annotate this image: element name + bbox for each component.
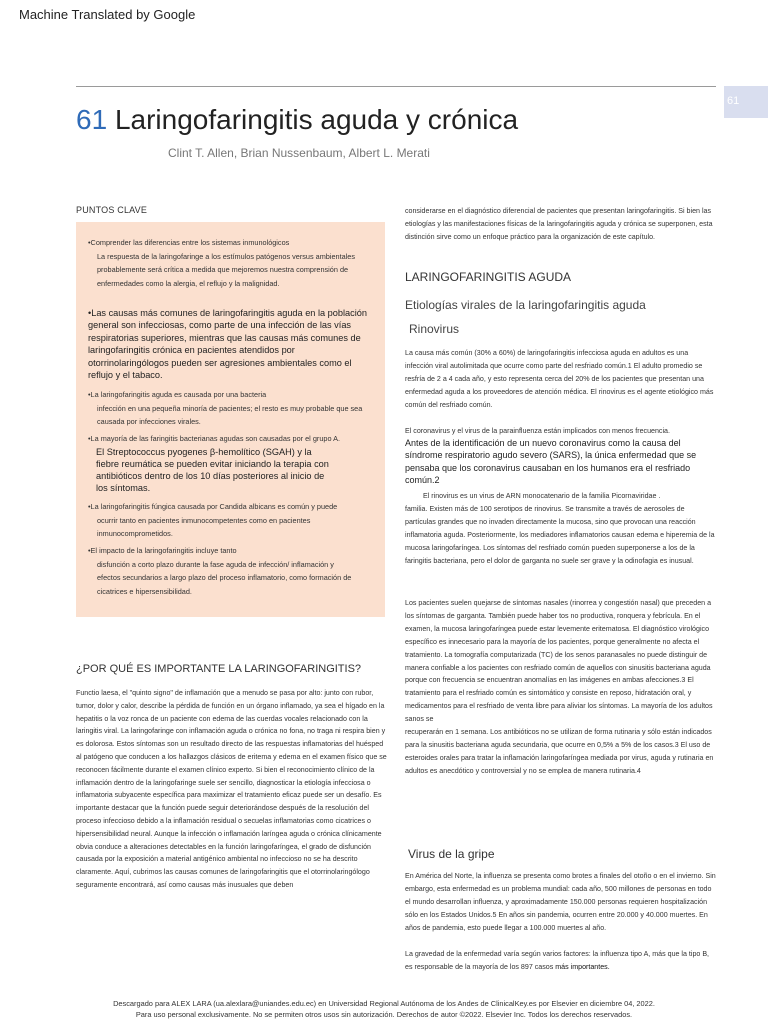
- chapter-authors: Clint T. Allen, Brian Nussenbaum, Albert L. Merati: [168, 146, 430, 160]
- flu-paragraph-1: En América del Norte, la influenza se presenta como brotes a finales del otoño o en el invierno. Sin embargo, esta enfermedad es un problema mundial: cada año, 500 millones de personas en todo el mundo desarrollan influenza, y aproximadamente 150.000 personas requieren hospitalización sólo en los Estados Unidos.5 En años sin pandemia, ocurren entre 20.000 y 40.000 muertes. En años de pandemia, esto puede llegar a 100.000 muertes al año.: [405, 872, 716, 932]
- header-rule: [76, 86, 716, 87]
- footer-line-1: Descargado para ALEX LARA (ua.alexlara@uniandes.edu.ec) en Universidad Regional Autónoma de los Andes de ClinicalKey.es por Elsevier en diciembre 04, 2022.: [113, 999, 655, 1008]
- chapter-title-text: Laringofaringitis aguda y crónica: [114, 104, 519, 135]
- key-point-3-lead: •La laringofaringitis aguda es causada por una bacteria: [88, 390, 267, 399]
- rhinovirus-paragraph-3: familia. Existen más de 100 serotipos de rinovirus. Se transmite a través de aerosoles de partículas grandes que no invaden directamente la mucosa, sino que provocan una reacción inflamatoria aguda. Posteriormente, los mediadores inflamatorios causan edema e hiperemia de la mucosa laringofaríngea. Los síntomas del resfriado común pueden superponerse a los de la faringitis bacteriana, pero el dolor de garganta no suele ser grave y la odinofagia es inusual.: [405, 505, 715, 565]
- rhinovirus-paragraph-2-small: El coronavirus y el virus de la parainfluenza están implicados con menos frecuencia.: [405, 427, 670, 435]
- key-point-3: [88, 388, 378, 429]
- key-point-5: [88, 500, 378, 541]
- rhinovirus-paragraph-2: Antes de la identificación de un nuevo coronavirus como la causa del síndrome respiratorio agudo severo (SARS), la única enfermedad que se pensaba que los coronavirus causaban en los humanos era el resfriado común.2: [405, 438, 697, 485]
- chapter-side-tab-number: 61: [727, 95, 740, 107]
- key-point-2-text: •Las causas más comunes de laringofaringitis aguda en la población general son infecciosas, como parte de una infección de las vías respiratorias superiores, mientras que las causas más comunes de laringofaringitis crónica en pacientes atendidos por otorrinolaringólogos pueden ser agresiones ambientales como el reflujo y el tabaco.: [88, 308, 368, 381]
- rhinovirus-paragraph-3-lead: El rinovirus es un virus de ARN monocatenario de la familia Picornaviridae .: [423, 492, 661, 500]
- why-important-heading: ¿POR QUÉ ES IMPORTANTE LA LARINGOFARINGITIS?: [76, 663, 362, 675]
- machine-translated-note: Machine Translated by Google: [19, 7, 196, 22]
- viral-etiologies-heading: Etiologías virales de la laringofaringitis aguda: [405, 298, 646, 312]
- chapter-side-tab: [724, 86, 768, 118]
- key-point-6-lead: •El impacto de la laringofaringitis incluye tanto: [88, 546, 237, 555]
- key-point-5-lead: •La laringofaringitis fúngica causada por Candida albicans es común y puede: [88, 502, 338, 511]
- right-intro-paragraph: considerarse en el diagnóstico diferencial de pacientes que presentan laringofaringitis. Si bien las etiologías y las manifestaciones físicas de la laringofaringitis aguda y crónica se superponen, esta distinción sirve como un enfoque práctico para la organización de este capítulo.: [405, 207, 713, 241]
- key-point-5-text: ocurrir tanto en pacientes inmunocompetentes como en pacientes inmunocomprometidos.: [97, 515, 311, 539]
- rhinovirus-heading: Rinovirus: [409, 322, 460, 336]
- download-footer: [0, 998, 768, 1020]
- flu-paragraph-2: [405, 948, 717, 974]
- key-points-label: PUNTOS CLAVE: [76, 205, 148, 215]
- chapter-number: 61: [76, 104, 108, 135]
- footer-line-2: Para uso personal exclusivamente. No se permiten otros usos sin autorización. Derechos de autor ©2022. Elsevier Inc. Todos los derechos reservados.: [135, 1010, 633, 1019]
- key-point-4: [88, 432, 378, 494]
- key-point-1-lead: •Comprender las diferencias entre los sistemas inmunológicos: [88, 238, 290, 247]
- key-point-6-text: disfunción a corto plazo durante la fase aguda de infección/ inflamación y efectos secundarios a largo plazo del proceso inflamatorio, como formación de cicatrices e hipersensibilidad.: [97, 559, 352, 596]
- rhinovirus-paragraph-5: recuperarán en 1 semana. Los antibióticos no se utilizan de forma rutinaria y sólo están indicados para la sinusitis bacteriana aguda secundaria, que ocurre en 0,5% a 5% de los casos.3 El uso de esteroides orales para tratar la inflamación laringofaríngea mediada por virus, aguda y rutinaria en adultos es anecdótico y controversial y no se emplea de manera rutinaria.4: [405, 728, 714, 775]
- rhinovirus-paragraph-4: Los pacientes suelen quejarse de síntomas nasales (rinorrea y congestión nasal) que preceden a los síntomas de garganta. También puede haber tos no productiva, ronquera y febrícula. En el examen, la mucosa laringofaríngea puede estar levemente eritematosa. El diagnóstico virológico específico es innecesario para la mayoría de los pacientes, porque generalmente no afecta el tratamiento. La tomografía computarizada (TC) de los senos paranasales no puede distinguir de manera confiable a los pacientes con resfriado común de aquellos con sinusitis bacteriana aguda porque con frecuencia se encuentran anomalías en las imágenes en ambas afecciones.3 El tratamiento para el resfriado común es sintomático y consiste en reposo, hidratación oral, y medicamentos para el resfriado de venta libre para aliviar los síntomas. La mayoría de los adultos sanos se: [405, 599, 713, 724]
- key-point-4-lead: •La mayoría de las faringitis bacterianas agudas son causadas por el grupo A.: [88, 434, 341, 443]
- key-point-2: [88, 307, 370, 381]
- key-point-4-text: El Streptococcus pyogenes β-hemolítico (SGAH) y la fiebre reumática se pueden evitar iniciando la terapia con antibióticos dentro de los 10 días posteriores al inicio de los síntomas.: [96, 446, 329, 494]
- flu-paragraph-2-emphasis: más importantes.: [555, 962, 610, 971]
- key-point-3-text: infección en una pequeña minoría de pacientes; el resto es muy probable que sea causada por infecciones virales.: [97, 403, 363, 427]
- key-point-1-text: La respuesta de la laringofaringe a los estímulos patógenos versus ambientales probablemente será crítica a medida que mejoremos nuestra comprensión de enfermedades como la alergia, el reflujo y la malignidad.: [97, 251, 355, 288]
- flu-paragraph-2-text: La gravedad de la enfermedad varía según varios factores: la influenza tipo A, más que la tipo B, es responsable de la mayoría de los 897 casos: [405, 950, 710, 971]
- rhinovirus-paragraph-1: La causa más común (30% a 60%) de laringofaringitis infecciosa aguda en adultos es una infección viral autolimitada que ocurre como parte del resfriado común.1 El adulto promedio se resfría de 2 a 4 cada año, y esto representa cerca del 20% de los pacientes que presentan una enfermedad aguda a los proveedores de atención médica. El rinovirus es el agente etiológico más común del resfriado común.: [405, 349, 714, 409]
- flu-virus-heading: Virus de la gripe: [408, 847, 495, 861]
- key-point-6: [88, 544, 378, 598]
- chapter-title: [76, 104, 518, 136]
- key-point-1: [88, 236, 378, 290]
- why-important-body: Functio laesa, el "quinto signo" de inflamación que a menudo se pasa por alto: junto con rubor, tumor, dolor y calor, describe la pérdida de función en un órgano inflamado, ya sea el hígado en la hepatitis o la voz ronca de un paciente con edema de las cuerdas vocales relacionado con la laringitis viral. La laringofaringe con inflamación aguda o crónica no fona, no traga ni respira bien y es dolorosa. Estos síntomas son un resultado directo de las respuestas inflamatorias del huésped al patógeno que conducen a los hallazgos clásicos de eritema y edema en el examen físico que se reconocen fácilmente durante el examen clínico experto. Si bien el reconocimiento clínico de la inflamación dentro de la laringofaringe suele ser sencillo, diagnosticar la etiología infecciosa o inflamatoria subyacente específica para maximizar el tratamiento eficaz puede ser un desafío. Es importante destacar que la función puede seguir deteriorándose después de la resolución del proceso infeccioso debido a la inflamación residual o secuelas inflamatorias como cicatrices o hipersensibilidad neural. Aunque la infección o inflamación laríngea aguda o crónica clínicamente obvia conduce a alteraciones detectables en la función laringofaríngea, el grado de disfunción causada por la exposición a material antigénico ambiental no infeccioso no se ha descrito claramente. Aquí, cubrimos las causas comunes de laringofaringitis que el otorrinolaringólogo seguramente encontrará, así como causas más inusuales que deben: [76, 689, 387, 889]
- acute-heading: LARINGOFARINGITIS AGUDA: [405, 270, 572, 284]
